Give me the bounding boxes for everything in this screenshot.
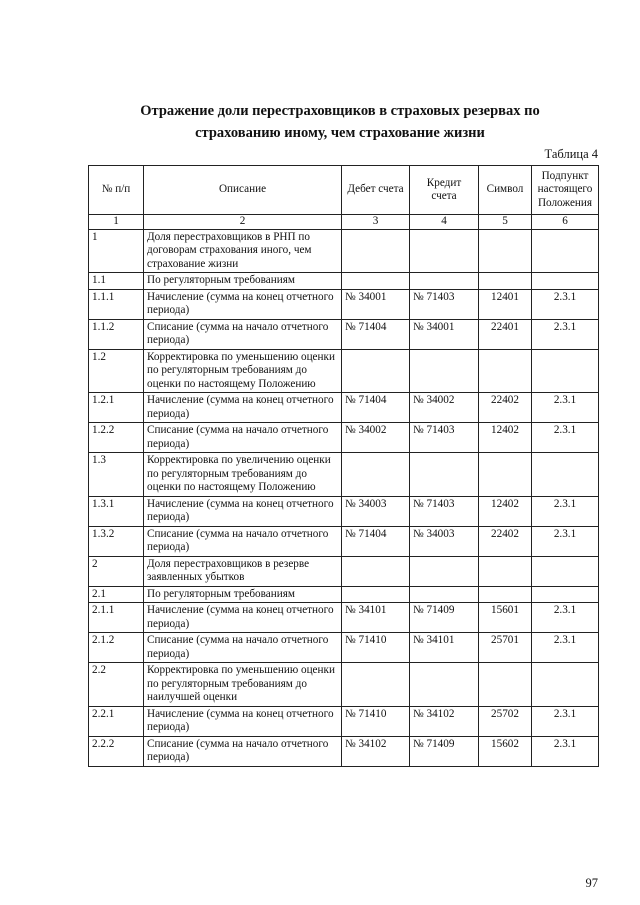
- row-number: 1.1.2: [89, 319, 144, 349]
- row-debit: [342, 556, 410, 586]
- row-symbol: 12402: [479, 496, 532, 526]
- row-symbol: [479, 586, 532, 603]
- row-debit: № 34002: [342, 423, 410, 453]
- row-symbol: 22402: [479, 393, 532, 423]
- row-description: Начисление (сумма на конец отчетного периода): [144, 603, 342, 633]
- row-number: 1.2.2: [89, 423, 144, 453]
- column-number: 1: [89, 215, 144, 230]
- row-credit: [410, 453, 479, 497]
- row-symbol: [479, 273, 532, 290]
- row-number: 2.1: [89, 586, 144, 603]
- row-credit: [410, 663, 479, 707]
- row-debit: № 34101: [342, 603, 410, 633]
- table-row: [89, 663, 599, 707]
- row-clause: [532, 349, 599, 393]
- row-credit: № 71403: [410, 289, 479, 319]
- row-clause: 2.3.1: [532, 526, 599, 556]
- row-number: 2.1.1: [89, 603, 144, 633]
- row-description: Начисление (сумма на конец отчетного периода): [144, 706, 342, 736]
- row-symbol: [479, 556, 532, 586]
- row-description: По регуляторным требованиям: [144, 273, 342, 290]
- row-clause: 2.3.1: [532, 633, 599, 663]
- row-number: 1.3.2: [89, 526, 144, 556]
- row-symbol: 15602: [479, 736, 532, 766]
- column-number-row: [89, 215, 599, 230]
- row-symbol: 12401: [479, 289, 532, 319]
- row-debit: [342, 663, 410, 707]
- row-symbol: 15601: [479, 603, 532, 633]
- table-row: [89, 423, 599, 453]
- row-clause: 2.3.1: [532, 289, 599, 319]
- column-number: 3: [342, 215, 410, 230]
- row-clause: 2.3.1: [532, 496, 599, 526]
- column-number: 5: [479, 215, 532, 230]
- table-row: [89, 706, 599, 736]
- header-clause: Подпункт настоящего Положения: [532, 166, 599, 215]
- row-symbol: [479, 349, 532, 393]
- row-debit: [342, 229, 410, 273]
- row-description: Корректировка по увеличению оценки по регуляторным требованиям до оценки по настоящему Положению: [144, 453, 342, 497]
- row-debit: № 71410: [342, 633, 410, 663]
- row-description: Доля перестраховщиков в РНП по договорам страхования иного, чем страхование жизни: [144, 229, 342, 273]
- row-credit: № 71403: [410, 496, 479, 526]
- row-credit: [410, 273, 479, 290]
- row-number: 2.2: [89, 663, 144, 707]
- table-row: [89, 603, 599, 633]
- column-number: 4: [410, 215, 479, 230]
- row-number: 1.1.1: [89, 289, 144, 319]
- row-description: Корректировка по уменьшению оценки по регуляторным требованиям до наилучшей оценки: [144, 663, 342, 707]
- row-debit: № 71404: [342, 526, 410, 556]
- reinsurance-table: [88, 165, 599, 767]
- row-number: 2.1.2: [89, 633, 144, 663]
- row-credit: № 34101: [410, 633, 479, 663]
- table-label: Таблица 4: [544, 147, 598, 161]
- row-clause: 2.3.1: [532, 393, 599, 423]
- header-description: Описание: [144, 166, 342, 215]
- header-debit: Дебет счета: [342, 166, 410, 215]
- table-row: [89, 586, 599, 603]
- row-clause: [532, 556, 599, 586]
- row-symbol: 25702: [479, 706, 532, 736]
- row-number: 1.2.1: [89, 393, 144, 423]
- table-row: [89, 229, 599, 273]
- table-row: [89, 289, 599, 319]
- row-number: 1.2: [89, 349, 144, 393]
- row-description: Списание (сумма на начало отчетного периода): [144, 526, 342, 556]
- row-number: 2.2.2: [89, 736, 144, 766]
- row-debit: [342, 453, 410, 497]
- row-symbol: [479, 663, 532, 707]
- row-symbol: 22402: [479, 526, 532, 556]
- row-clause: 2.3.1: [532, 603, 599, 633]
- row-clause: [532, 663, 599, 707]
- row-description: Начисление (сумма на конец отчетного периода): [144, 393, 342, 423]
- row-description: Начисление (сумма на конец отчетного периода): [144, 496, 342, 526]
- row-debit: [342, 586, 410, 603]
- table-row: [89, 736, 599, 766]
- row-credit: № 34102: [410, 706, 479, 736]
- header-num: № п/п: [89, 166, 144, 215]
- column-number: 2: [144, 215, 342, 230]
- table-body: [89, 229, 599, 766]
- row-credit: № 71409: [410, 603, 479, 633]
- row-symbol: [479, 229, 532, 273]
- row-debit: № 71404: [342, 393, 410, 423]
- header-credit: Кредит счета: [410, 166, 479, 215]
- row-credit: [410, 556, 479, 586]
- row-credit: № 71409: [410, 736, 479, 766]
- row-clause: 2.3.1: [532, 423, 599, 453]
- row-number: 1.3: [89, 453, 144, 497]
- page-number: 97: [585, 876, 598, 890]
- row-clause: 2.3.1: [532, 706, 599, 736]
- row-debit: [342, 349, 410, 393]
- header-symbol: Символ: [479, 166, 532, 215]
- row-credit: [410, 586, 479, 603]
- document-title: [80, 100, 600, 144]
- row-description: Корректировка по уменьшению оценки по регуляторным требованиям до оценки по настоящему Положению: [144, 349, 342, 393]
- title-line-1: Отражение доли перестраховщиков в страховых резервах по: [140, 103, 540, 119]
- row-debit: № 34102: [342, 736, 410, 766]
- row-clause: 2.3.1: [532, 319, 599, 349]
- row-credit: [410, 229, 479, 273]
- table-header-row: [89, 166, 599, 215]
- row-number: 1.1: [89, 273, 144, 290]
- row-symbol: [479, 453, 532, 497]
- row-debit: № 34001: [342, 289, 410, 319]
- row-number: 2.2.1: [89, 706, 144, 736]
- row-clause: [532, 586, 599, 603]
- row-credit: № 71403: [410, 423, 479, 453]
- row-debit: № 34003: [342, 496, 410, 526]
- row-debit: № 71404: [342, 319, 410, 349]
- row-credit: [410, 349, 479, 393]
- row-description: Списание (сумма на начало отчетного периода): [144, 633, 342, 663]
- row-number: 1: [89, 229, 144, 273]
- row-credit: № 34001: [410, 319, 479, 349]
- row-credit: № 34003: [410, 526, 479, 556]
- row-description: Доля перестраховщиков в резерве заявленных убытков: [144, 556, 342, 586]
- table-row: [89, 393, 599, 423]
- row-description: Начисление (сумма на конец отчетного периода): [144, 289, 342, 319]
- row-number: 1.3.1: [89, 496, 144, 526]
- row-clause: 2.3.1: [532, 736, 599, 766]
- title-line-2: страхованию иному, чем страхование жизни: [195, 125, 485, 141]
- row-description: Списание (сумма на начало отчетного периода): [144, 319, 342, 349]
- row-clause: [532, 273, 599, 290]
- table-row: [89, 453, 599, 497]
- table-row: [89, 349, 599, 393]
- table-row: [89, 633, 599, 663]
- row-symbol: 25701: [479, 633, 532, 663]
- row-clause: [532, 453, 599, 497]
- row-description: Списание (сумма на начало отчетного периода): [144, 423, 342, 453]
- row-debit: [342, 273, 410, 290]
- row-description: Списание (сумма на начало отчетного периода): [144, 736, 342, 766]
- row-debit: № 71410: [342, 706, 410, 736]
- column-number: 6: [532, 215, 599, 230]
- row-symbol: 12402: [479, 423, 532, 453]
- table-row: [89, 556, 599, 586]
- row-description: По регуляторным требованиям: [144, 586, 342, 603]
- row-clause: [532, 229, 599, 273]
- table-row: [89, 496, 599, 526]
- table-row: [89, 526, 599, 556]
- row-symbol: 22401: [479, 319, 532, 349]
- table-row: [89, 273, 599, 290]
- table-row: [89, 319, 599, 349]
- row-credit: № 34002: [410, 393, 479, 423]
- row-number: 2: [89, 556, 144, 586]
